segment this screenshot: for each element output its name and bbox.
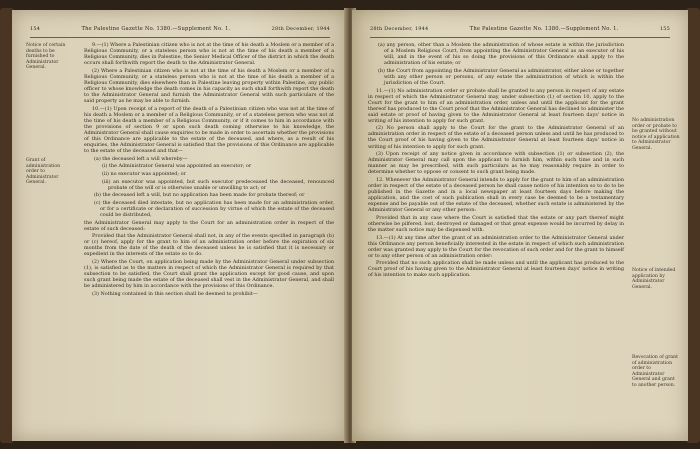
right-page-body xyxy=(368,42,624,280)
paragraph: (3) Upon receipt of any notice given in accordance with subsection (1) or subsection (2), the Administrator General may call upon the applicant to furnish him, within such time and in such manner as may be prescribed, with such particulars as he may reasonably require in order to determine whether to oppose or consent to such grant being made. xyxy=(368,151,624,176)
paragraph: (b) the Court from appointing the Administrator General as administrator, either alone or together with any other person or persons, of any estate the administration of which is within the jurisdiction of the Court. xyxy=(378,67,624,86)
paragraph: 10.—(1) Upon receipt of a report of the death of a Palestinian citizen who was not at the time of his death a Moslem or a member of a Religious Community, or of a stateless person who was not at the time of his death a member of a Religious Community, or if it comes to him in accordance with the provisions of section 9 or upon such death coming otherwise to his knowledge, the Administrator General shall cause enquiries to be made in order to ascertain whether the provisions of this Ordinance are applicable to the estate of the deceased, and where, as a result of his enquiries, the Administrator General is satisfied that the provisions of this Ordinance are applicable to the estate of the deceased and that— xyxy=(84,105,334,154)
paragraph: Provided that the Administrator General shall not, in any of the events specified in paragraph (b) or (c) hereof, apply for the grant to him of an administration order before the expiration of six months from the date of the death of the deceased unless he is satisfied that it is necessary or expedient in the interests of the estate so to do. xyxy=(84,233,334,258)
margin-note: Grant of administration order to Administrator General. xyxy=(26,158,61,186)
paragraph: 11.—(1) No administration order or probate shall be granted to any person in respect of any estate in respect of which the Administrator General may, under subsection (1) of section 10, apply to the Court for the grant to him of an administration order, unless and until the applicant for the grant thereof has produced to the Court proof that the Administrator General has declined to administer the said estate or proof of having given to the Administrator General at least fourteen days' notice in writing of his intention to apply for such grant. xyxy=(368,87,624,124)
right-page-date: 28th December, 1944 xyxy=(370,26,429,32)
margin-note: Revocation of grant of administration order to Administrator General and grant to another person. xyxy=(632,355,678,388)
paragraph: (iii) an executor was appointed, but such executor predeceased the deceased, renounced probate of the will or is otherwise unable or unwilling to act; or xyxy=(102,178,334,191)
paragraph: (3) Nothing contained in this section shall be deemed to prohibit— xyxy=(92,290,258,297)
margin-note: Notice of intended application by Administrator General. xyxy=(632,268,676,290)
paragraph: 12. Whenever the Administrator General intends to apply for the grant to him of an administration order in respect of the estate of a deceased person he shall cause notice of his intention so to do to be published in the Gazette and in a local newspaper at least fourteen days before making the application, and the cost of such publication shall in every case be deemed to be a testamentary expense and be payable out of the estate of the deceased, whether such estate is administered by the Administrator General or any other person: xyxy=(368,176,624,214)
margin-note: Notice of certain deaths to be furnished to Administrator General. xyxy=(26,43,66,71)
paragraph: (ii) no executor was appointed; or xyxy=(102,170,186,177)
paragraph: (i) the Administrator General was appointed an executor; or xyxy=(102,163,252,170)
paragraph: (2) Where the Court, on application being made by the Administrator General under subsection (1), is satisfied as to the matters in respect of which the Administrator General is required by that subsection to be satisfied, the Court shall grant the application except for good cause, and upon such grant being made the estate of the deceased shall vest in the Administrator General, and shall be administered by him in accordance with the provisions of this Ordinance. xyxy=(84,259,334,290)
paragraph: (a) the deceased left a will whereby— xyxy=(94,155,188,162)
right-page-header xyxy=(370,24,670,34)
right-header-rule xyxy=(370,37,670,38)
left-page-header xyxy=(30,24,330,34)
paragraph: Provided that in any case where the Court is satisfied that the estate or any part thereof might otherwise be pilfered, lost, destroyed or damaged or that great expense would be incurred by delay in the matter such notice may be dispensed with. xyxy=(368,214,624,233)
book-cover-right-edge xyxy=(686,8,700,443)
left-page-date: 28th December, 1944 xyxy=(271,26,330,32)
paragraph: (2) No person shall apply to the Court for the grant to the Administrator General of an administration order in respect of the estate of a deceased person unless and until he has produced to the Court proof of his having given to the Administrator General at least fourteen days' notice in writing of his intention to apply for such grant. xyxy=(368,125,624,150)
paragraph: the Administrator General may apply to the Court for an administration order in respect of the estate of such deceased: xyxy=(84,219,334,232)
left-header-rule xyxy=(30,37,330,38)
left-page-number: 154 xyxy=(30,26,41,32)
left-page-body xyxy=(84,42,334,299)
margin-note: No administration order or probate to be granted without notice of application to Administrator General. xyxy=(632,118,680,151)
paragraph: Provided that no such application shall be made unless and until the applicant has produced to the Court proof of his having given to the Administrator General at least fourteen days' notice in writing of his intention to make such application. xyxy=(368,260,624,279)
paragraph: 13.—(1) At any time after the grant of an administration order to the Administrator General under this Ordinance any person beneficially interested in the estate in respect of which such administration order was granted may apply to the Court for the revocation of such order and for the grant to himself or to any other person of an administration order: xyxy=(368,234,624,259)
paragraph: (c) the deceased died intestate, but no application has been made for an administration order, or for a certificate or declaration of succession by virtue of which the estate of the deceased could be distributed, xyxy=(94,199,334,218)
left-page xyxy=(12,10,348,441)
paragraph: (a) any person, other than a Moslem the administration of whose estate is within the jurisdiction of a Moslem Religious Court, from appointing the Administrator General as an executor of his will, and in the event of his so doing the provisions of this Ordinance shall apply to the administration of his estate; or xyxy=(378,42,624,67)
paragraph: (2) Where a Palestinian citizen who is not at the time of his death a Moslem or a member of a Religious Community, or a stateless person who is not at the time of his death a member of a Religious Community, dies elsewhere than in Palestine leaving property within Palestine, any public officer to whose knowledge the death comes in his capacity as such shall forthwith report the death to the Administrator General and furnish the Administrator General with such particulars of the said property as he may be able to furnish. xyxy=(84,67,334,105)
right-page xyxy=(352,10,688,441)
paragraph: 9.—(1) Where a Palestinian citizen who is not at the time of his death a Moslem or a member of a Religious Community, or a stateless person who is not at the time of his death a member of a Religious Community, dies in Palestine, the Senior Medical Officer of the district in which the death occurs shall forthwith report the death to the Administrator General. xyxy=(84,42,334,67)
right-page-title: The Palestine Gazette No. 1380.—Supplement No. 1. xyxy=(469,26,619,32)
left-page-title: The Palestine Gazette No. 1380.—Supplement No. 1. xyxy=(81,26,231,32)
paragraph: (b) the deceased left a will, but no application has been made for probate thereof; or xyxy=(94,192,305,199)
right-page-number: 155 xyxy=(659,26,670,32)
